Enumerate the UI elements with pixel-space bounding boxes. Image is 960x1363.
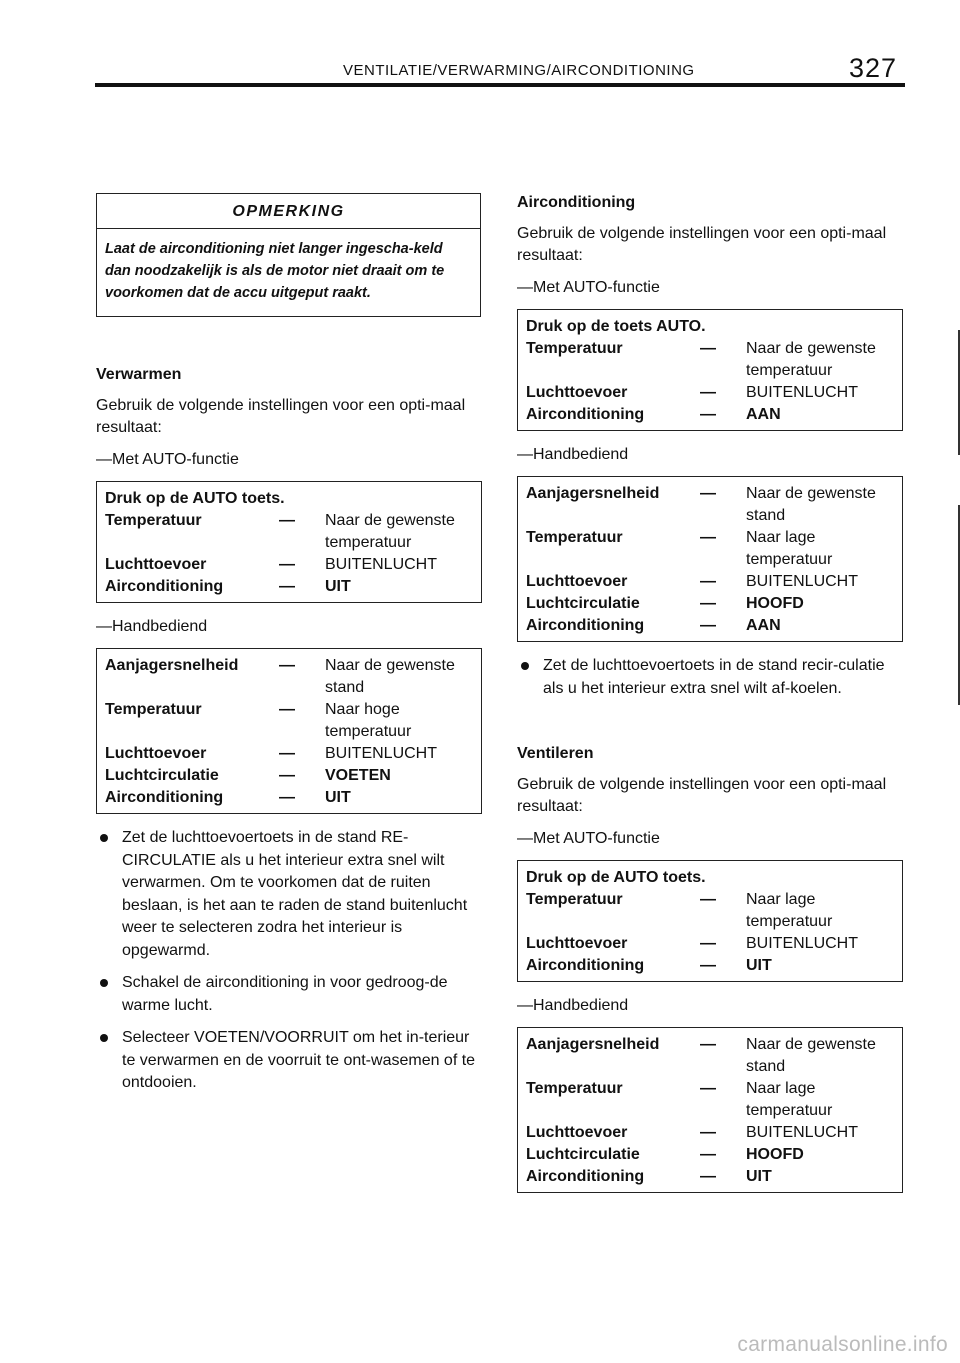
row-label: Temperatuur xyxy=(526,340,623,357)
page-number: 327 xyxy=(848,53,897,83)
row-label: Luchttoevoer xyxy=(526,384,628,401)
table-row xyxy=(526,338,894,382)
row-dash: — xyxy=(279,512,295,529)
row-value: Naar de gewenste stand xyxy=(746,1036,876,1075)
chapter-title: VENTILATIE/VERWARMING/AIRCONDITIONING xyxy=(343,62,695,79)
row-label: Luchttoevoer xyxy=(526,935,628,952)
heating-bullets xyxy=(96,827,482,1095)
row-value: Naar de gewenste stand xyxy=(746,485,876,524)
page-header xyxy=(95,55,905,89)
table-title: Druk op de AUTO toets. xyxy=(105,490,285,507)
row-dash: — xyxy=(279,745,295,762)
row-value: UIT xyxy=(325,578,351,595)
row-value: Naar lage temperatuur xyxy=(746,1080,833,1119)
table-row xyxy=(526,1078,894,1122)
row-label: Aanjagersnelheid xyxy=(526,1036,660,1053)
row-label: Temperatuur xyxy=(526,891,623,908)
row-label: Luchttoevoer xyxy=(526,1124,628,1141)
table-title: Druk op de toets AUTO. xyxy=(526,318,706,335)
row-label: Airconditioning xyxy=(526,617,645,634)
heating-intro: Gebruik de volgende instellingen voor een opti-maal resultaat: xyxy=(96,397,466,436)
row-dash: — xyxy=(700,1080,716,1097)
table-title: Druk op de AUTO toets. xyxy=(526,869,706,886)
bullet-icon xyxy=(100,1034,108,1042)
section-heading-vent: Ventileren xyxy=(517,745,594,762)
row-dash: — xyxy=(700,957,716,974)
next-page-edge xyxy=(952,0,960,1363)
row-label: Luchttoevoer xyxy=(105,556,207,573)
ac-manual-label: —Handbediend xyxy=(517,446,629,463)
row-dash: — xyxy=(279,767,295,784)
ac-auto-label: —Met AUTO-functie xyxy=(517,279,660,296)
table-row xyxy=(526,1144,894,1166)
header-rule xyxy=(95,83,905,87)
row-label: Aanjagersnelheid xyxy=(105,657,239,674)
table-row xyxy=(105,510,473,554)
section-heading-heating: Verwarmen xyxy=(96,366,182,383)
table-row xyxy=(526,527,894,571)
ac-auto-table xyxy=(517,309,903,431)
table-row xyxy=(105,743,473,765)
row-dash: — xyxy=(279,657,295,674)
left-column xyxy=(96,193,482,1105)
bullet-text: Schakel de airconditioning in voor gedroog-de warme lucht. xyxy=(122,974,448,1014)
watermark: carmanualsonline.info xyxy=(737,1333,948,1356)
section-heading-ac: Airconditioning xyxy=(517,194,636,211)
row-label: Aanjagersnelheid xyxy=(526,485,660,502)
row-value: BUITENLUCHT xyxy=(746,573,859,590)
note-title: OPMERKING xyxy=(97,194,480,229)
row-dash: — xyxy=(700,340,716,357)
row-value: UIT xyxy=(746,957,772,974)
row-dash: — xyxy=(700,1124,716,1141)
table-row xyxy=(105,576,473,598)
heating-manual-table xyxy=(96,648,482,814)
table-row xyxy=(526,571,894,593)
row-label: Luchtcirculatie xyxy=(526,1146,640,1163)
row-value: Naar de gewenste temperatuur xyxy=(746,340,876,379)
row-dash: — xyxy=(279,789,295,806)
row-dash: — xyxy=(700,595,716,612)
ac-intro: Gebruik de volgende instellingen voor een opti-maal resultaat: xyxy=(517,225,887,264)
row-dash: — xyxy=(700,406,716,423)
table-row xyxy=(526,382,894,404)
row-label: Luchttoevoer xyxy=(105,745,207,762)
row-value: Naar lage temperatuur xyxy=(746,891,833,930)
list-item xyxy=(96,1027,482,1095)
note-box xyxy=(96,193,481,317)
row-label: Luchtcirculatie xyxy=(105,767,219,784)
row-label: Airconditioning xyxy=(526,957,645,974)
table-row xyxy=(105,765,473,787)
right-column xyxy=(517,193,903,1206)
row-dash: — xyxy=(279,556,295,573)
table-row xyxy=(105,787,473,809)
bullet-icon xyxy=(521,662,529,670)
list-item xyxy=(517,655,903,700)
bullet-icon xyxy=(100,834,108,842)
row-value: BUITENLUCHT xyxy=(746,384,859,401)
section-gap xyxy=(517,710,903,744)
row-label: Temperatuur xyxy=(105,512,202,529)
bullet-icon xyxy=(100,979,108,987)
vent-intro: Gebruik de volgende instellingen voor een opti-maal resultaat: xyxy=(517,776,887,815)
row-value: Naar de gewenste stand xyxy=(325,657,455,696)
row-value: Naar lage temperatuur xyxy=(746,529,833,568)
row-value: UIT xyxy=(746,1168,772,1185)
row-label: Airconditioning xyxy=(105,789,224,806)
row-dash: — xyxy=(700,573,716,590)
table-row xyxy=(105,655,473,699)
table-row xyxy=(526,1166,894,1188)
ac-manual-table xyxy=(517,476,903,642)
note-text: Laat de airconditioning niet langer ingescha-keld dan noodzakelijk is als de motor niet draait om te voorkomen dat de accu uitgeput raakt. xyxy=(105,241,445,301)
bullet-text: Selecteer VOETEN/VOORRUIT om het in-terieur te verwarmen en de voorruit te ont-wasemen of te ontdooien. xyxy=(122,1029,476,1091)
row-dash: — xyxy=(700,1146,716,1163)
row-label: Temperatuur xyxy=(526,529,623,546)
row-value: HOOFD xyxy=(746,595,804,612)
table-row xyxy=(526,889,894,933)
row-label: Luchttoevoer xyxy=(526,573,628,590)
ac-bullets xyxy=(517,655,903,700)
row-label: Airconditioning xyxy=(105,578,224,595)
row-value: BUITENLUCHT xyxy=(746,935,859,952)
row-dash: — xyxy=(700,384,716,401)
vent-manual-table xyxy=(517,1027,903,1193)
row-label: Airconditioning xyxy=(526,1168,645,1185)
row-value: Naar de gewenste temperatuur xyxy=(325,512,455,551)
heating-auto-table xyxy=(96,481,482,603)
table-row xyxy=(526,1034,894,1078)
table-row xyxy=(526,955,894,977)
row-dash: — xyxy=(700,617,716,634)
row-value: BUITENLUCHT xyxy=(325,556,438,573)
row-dash: — xyxy=(700,891,716,908)
row-label: Temperatuur xyxy=(105,701,202,718)
row-label: Luchtcirculatie xyxy=(526,595,640,612)
table-row xyxy=(105,699,473,743)
table-row xyxy=(526,615,894,637)
bullet-text: Zet de luchttoevoertoets in de stand recir-culatie als u het interieur extra snel wilt af-koelen. xyxy=(543,657,885,697)
row-value: AAN xyxy=(746,406,781,423)
row-value: VOETEN xyxy=(325,767,391,784)
row-dash: — xyxy=(279,701,295,718)
row-dash: — xyxy=(700,529,716,546)
row-value: BUITENLUCHT xyxy=(746,1124,859,1141)
table-row xyxy=(526,404,894,426)
vent-auto-table xyxy=(517,860,903,982)
row-dash: — xyxy=(700,485,716,502)
row-value: HOOFD xyxy=(746,1146,804,1163)
table-row xyxy=(526,483,894,527)
row-value: BUITENLUCHT xyxy=(325,745,438,762)
row-dash: — xyxy=(700,1036,716,1053)
heating-manual-label: —Handbediend xyxy=(96,618,208,635)
vent-auto-label: —Met AUTO-functie xyxy=(517,830,660,847)
table-row xyxy=(526,933,894,955)
row-label: Airconditioning xyxy=(526,406,645,423)
list-item xyxy=(96,972,482,1017)
table-row xyxy=(105,554,473,576)
heating-auto-label: —Met AUTO-functie xyxy=(96,451,239,468)
row-value: UIT xyxy=(325,789,351,806)
table-row xyxy=(526,1122,894,1144)
list-item xyxy=(96,827,482,962)
bullet-text: Zet de luchttoevoertoets in de stand RE-CIRCULATIE als u het interieur extra snel wilt verwarmen. Om te voorkomen dat de ruiten beslaan, is het aan te raden de stand buitenlucht weer te selecteren zodra het interieur is opgewarmd. xyxy=(122,829,468,959)
row-value: AAN xyxy=(746,617,781,634)
row-dash: — xyxy=(700,935,716,952)
vent-manual-label: —Handbediend xyxy=(517,997,629,1014)
row-value: Naar hoge temperatuur xyxy=(325,701,412,740)
row-dash: — xyxy=(700,1168,716,1185)
row-label: Temperatuur xyxy=(526,1080,623,1097)
row-dash: — xyxy=(279,578,295,595)
table-row xyxy=(526,593,894,615)
